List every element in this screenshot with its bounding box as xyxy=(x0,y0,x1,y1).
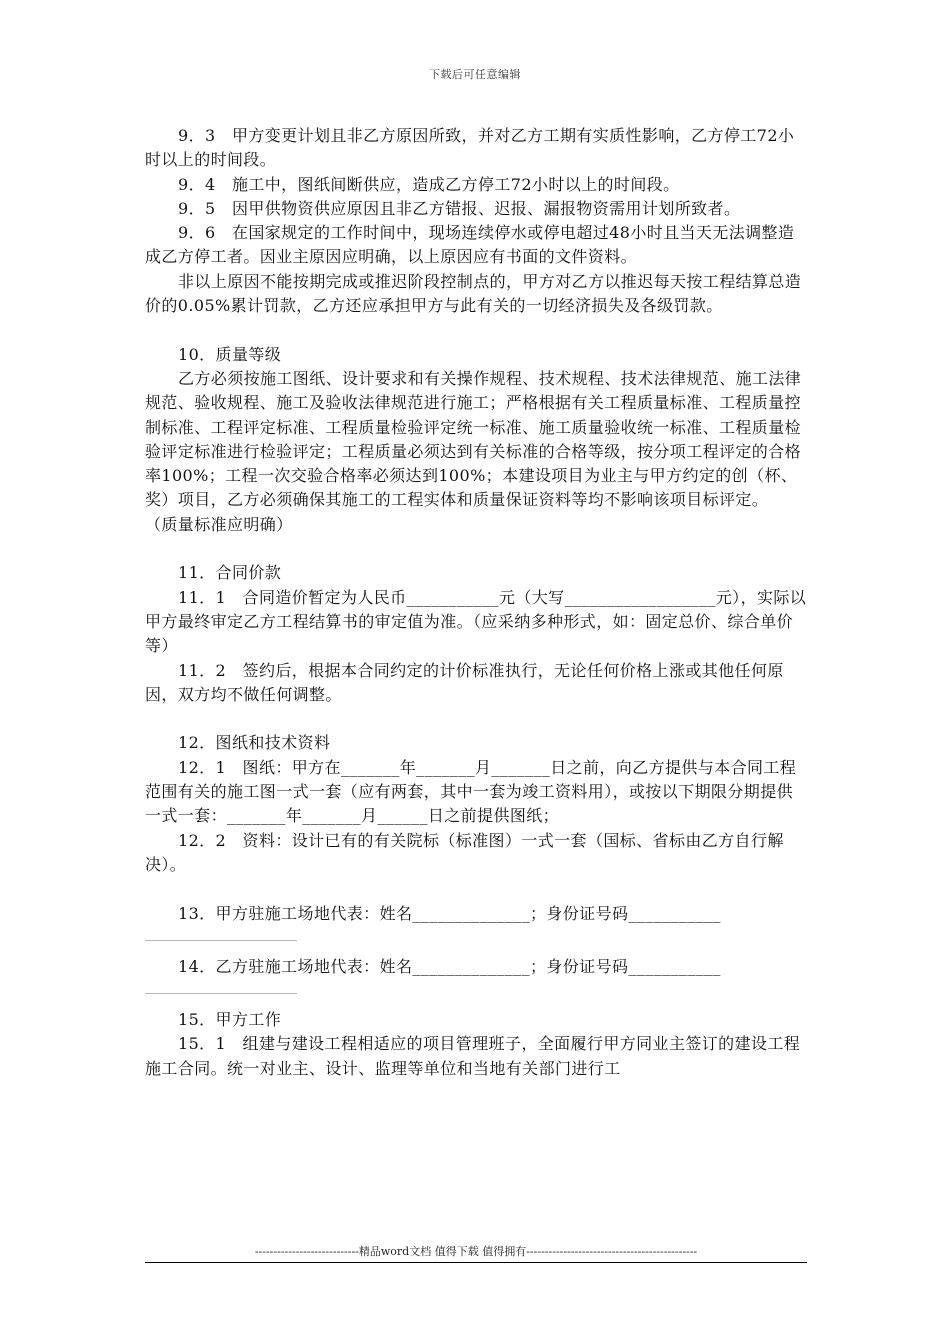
section-13-representative: 13．甲方驻施工场地代表：姓名______________；身份证号码___________ xyxy=(178,903,721,923)
footer-rule xyxy=(145,1262,807,1263)
clause-11-1: 11．1 合同造价暂定为人民币___________元（大写__________________元），实际以甲方最终审定乙方工程结算书的审定值为准。（应采纳多种形式，如：固定总价、综合单价等） xyxy=(145,587,807,656)
year-blank: _______ xyxy=(340,757,400,777)
year-blank-2: _______ xyxy=(227,806,286,826)
month-blank-2: _______ xyxy=(302,806,362,826)
name-blank: ______________ xyxy=(412,903,530,923)
amount-words-blank: __________________ xyxy=(564,587,716,607)
section-10-note: （质量标准应明确） xyxy=(145,514,293,534)
clause-9-5: 9．5 因甲供物资供应原因且非乙方错报、迟报、漏报物资需用计划所致者。 xyxy=(178,198,741,218)
name-blank: ______________ xyxy=(412,956,530,976)
clause-15-1: 15．1 组建与建设工程相适应的项目管理班子，全面履行甲方同业主签订的建设工程施工合同。统一对业主、设计、监理等单位和当地有关部门进行工 xyxy=(145,1034,801,1078)
section-10-title: 10．质量等级 xyxy=(178,344,282,364)
clause-9-3: 9．3 甲方变更计划且非乙方原因所致，并对乙方工期有实质性影响，乙方停工72小时以上的时间段。 xyxy=(145,126,795,170)
section-11-title: 11．合同价款 xyxy=(178,563,282,583)
id-blank: ___________ xyxy=(628,903,721,923)
page-header: 下载后可任意编辑 xyxy=(429,68,521,81)
clause-9-6: 9．6 在国家规定的工作时间中，现场连续停水或停电超过48小时且当天无法调整造成乙方停工者。因业主原因应明确，以上原因应有书面的文件资料。 xyxy=(145,223,795,267)
amount-blank: ___________ xyxy=(406,587,499,607)
clause-12-2: 12．2 资料：设计已有的有关院标（标准图）一式一套（国标、省标由乙方自行解决）。 xyxy=(145,830,784,874)
month-blank: _______ xyxy=(416,757,475,777)
document-body xyxy=(145,124,807,1081)
section-10-body: 乙方必须按施工图纸、设计要求和有关操作规程、技术规程、技术法律规范、施工法律规范、验收规程、施工及验收法律规范进行施工；严格根据有关工程质量标准、工程质量控制标准、工程评定标准、工程质量检验评定统一标准、施工质量验收统一标准、工程质量检验评定标准进行检验评定；工程质量必须达到有关标准的合格等级，按分项工程评定的合格率100%；工程一次交验合格率必须达到100%；本建设项目为业主与甲方约定的创（杯、奖）项目，乙方必须确保其施工的工程实体和质量保证资料等均不影响该项目标评定。 xyxy=(145,368,802,510)
section-15-title: 15．甲方工作 xyxy=(178,1010,282,1030)
id-continuation-line xyxy=(145,979,297,994)
penalty-paragraph: 非以上原因不能按期完成或推迟阶段控制点的，甲方对乙方以推迟每天按工程结算总造价的0.05%累计罚款，乙方还应承担甲方与此有关的一切经济损失及各级罚款。 xyxy=(145,271,802,316)
clause-9-4: 9．4 施工中，图纸间断供应，造成乙方停工72小时以上的时间段。 xyxy=(178,174,680,194)
clause-11-2: 11．2 签约后，根据本合同约定的计价标准执行，无论任何价格上涨或其他任何原因，双方均不做任何调整。 xyxy=(145,660,784,704)
id-blank: ___________ xyxy=(628,956,721,976)
day-blank-2: ______ xyxy=(377,806,428,826)
clause-12-1: 12．1 图纸：甲方在_______年_______月_______日之前，向乙方提供与本合同工程范围有关的施工图一式一套（应有两套，其中一套为竣工资料用），或按以下期限分期提供一式一套：_______年_______月______日之前提供图纸； xyxy=(145,757,797,826)
id-continuation-line xyxy=(145,926,297,941)
section-14-representative: 14．乙方驻施工场地代表：姓名______________；身份证号码___________ xyxy=(178,956,721,976)
day-blank: _______ xyxy=(491,757,551,777)
section-12-title: 12．图纸和技术资料 xyxy=(178,733,331,753)
page-footer: ----------------------------精品word文档 值得下载 值得拥有---------------------------------------------- xyxy=(254,1245,698,1258)
